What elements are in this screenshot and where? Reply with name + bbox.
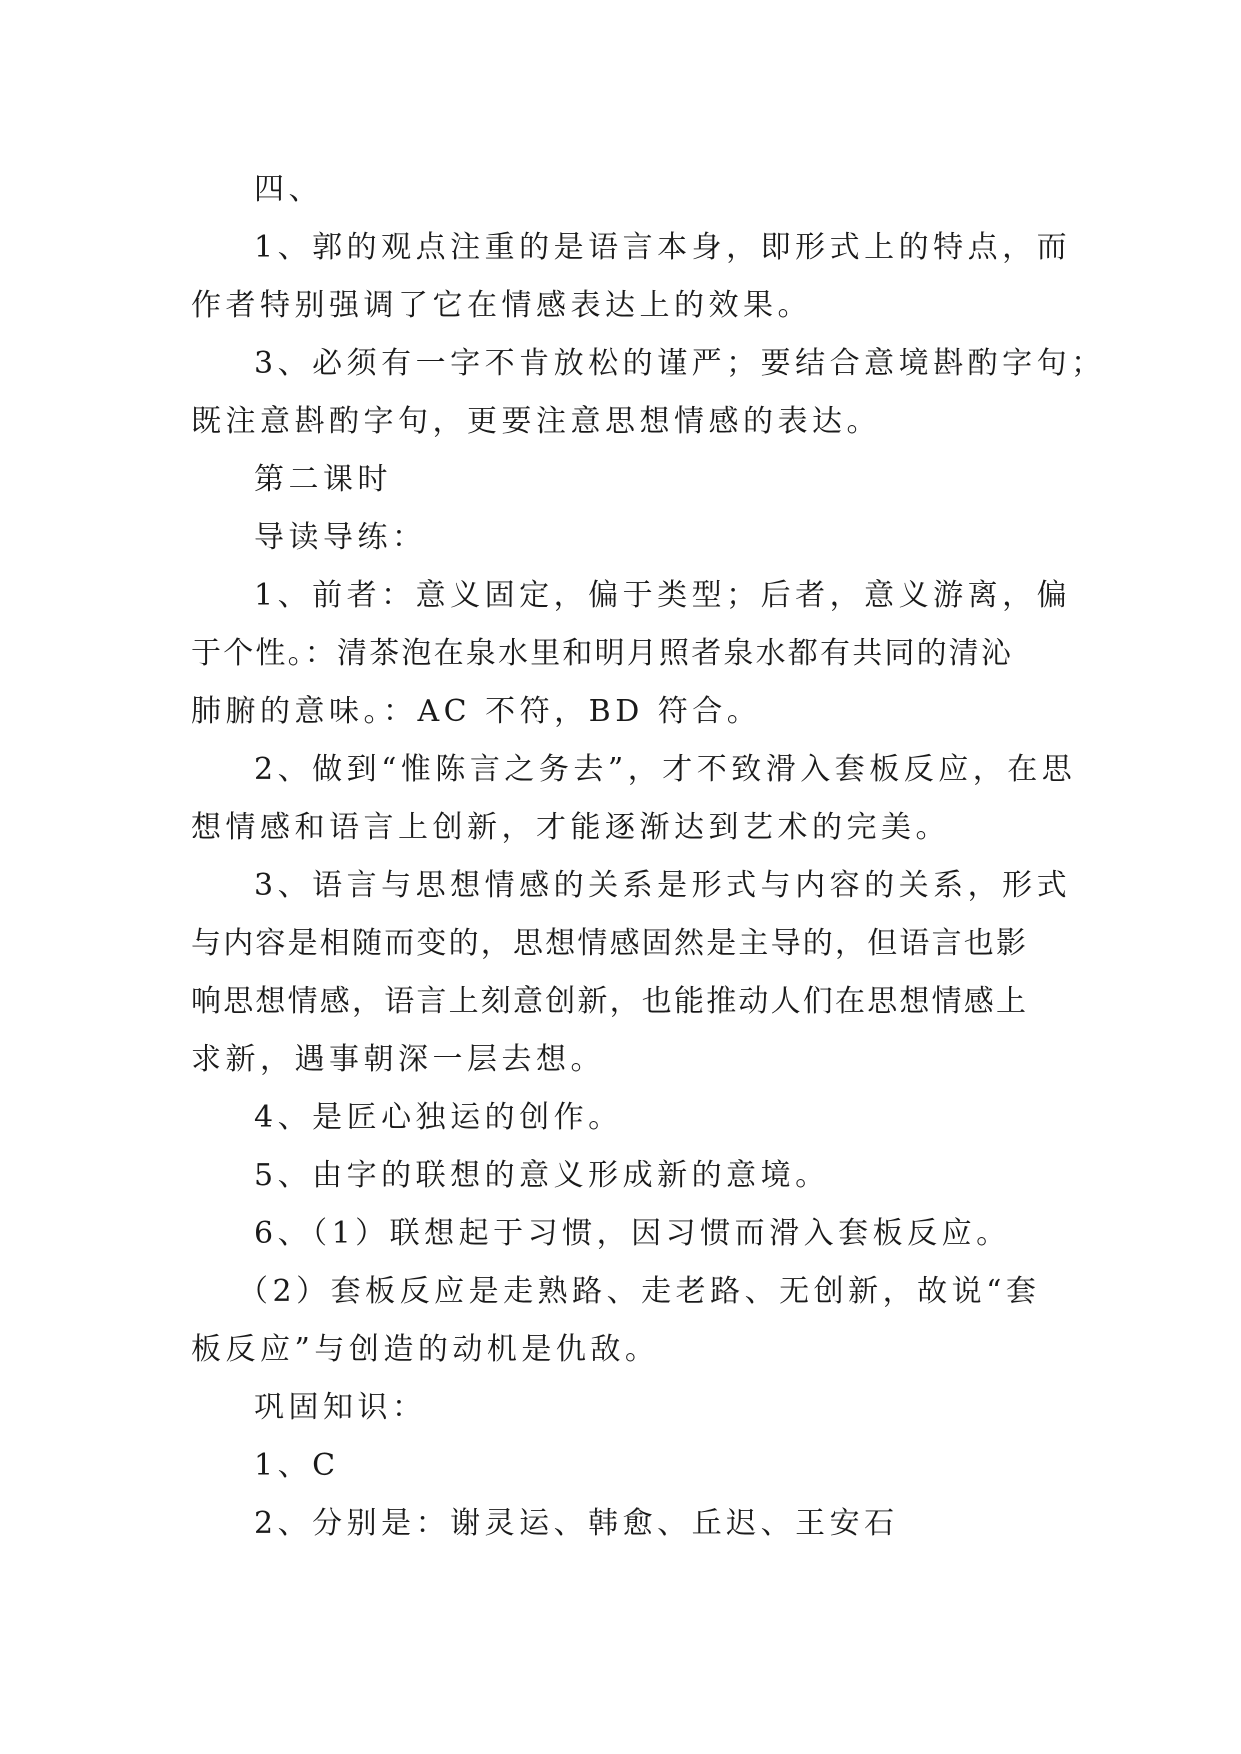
answer-line: 1、前者：意义固定，偏于类型；后者，意义游离，偏 [254,578,1072,613]
answer-line: 肺腑的意味。：AC 不符，BD 符合。 [191,694,762,729]
answer-line: 1、郭的观点注重的是语言本身，即形式上的特点，而 [254,230,1072,265]
subsection-heading: 导读导练： [254,520,427,555]
answer-line: 求新，遇事朝深一层去想。 [191,1042,605,1077]
answer-line: 想情感和语言上创新，才能逐渐达到艺术的完美。 [191,810,950,845]
answer-line: 作者特别强调了它在情感表达上的效果。 [191,288,812,323]
answer-line: 2、做到“惟陈言之务去”，才不致滑入套板反应，在思 [254,752,1077,787]
answer-line: 3、语言与思想情感的关系是形式与内容的关系，形式 [254,868,1072,903]
lesson-heading: 第二课时 [254,462,392,497]
answer-line: （2）套板反应是走熟路、走老路、无创新，故说“套 [238,1274,1041,1309]
answer-line: 板反应”与创造的动机是仇敌。 [191,1332,660,1367]
answer-line: 响思想情感，语言上刻意创新，也能推动人们在思想情感上 [191,984,1029,1019]
answer-line: 5、由字的联想的意义形成新的意境。 [254,1158,830,1193]
answer-line: 1、C [254,1448,340,1483]
answer-line: 既注意斟酌字句，更要注意思想情感的表达。 [191,404,881,439]
document-page [191,161,1106,1553]
answer-line: 3、必须有一字不肯放松的谨严；要结合意境斟酌字句； [254,346,1106,381]
answer-line: 4、是匠心独运的创作。 [254,1100,623,1135]
answer-line: 2、分别是：谢灵运、韩愈、丘迟、王安石 [254,1506,899,1541]
subsection-heading: 巩固知识： [254,1390,427,1425]
section-heading: 四、 [254,172,323,207]
answer-line: 6、（1）联想起于习惯，因习惯而滑入套板反应。 [254,1216,1011,1251]
answer-line: 于个性。：清茶泡在泉水里和明月照者泉水都有共同的清沁 [191,636,1014,671]
answer-line: 与内容是相随而变的，思想情感固然是主导的，但语言也影 [191,926,1029,961]
